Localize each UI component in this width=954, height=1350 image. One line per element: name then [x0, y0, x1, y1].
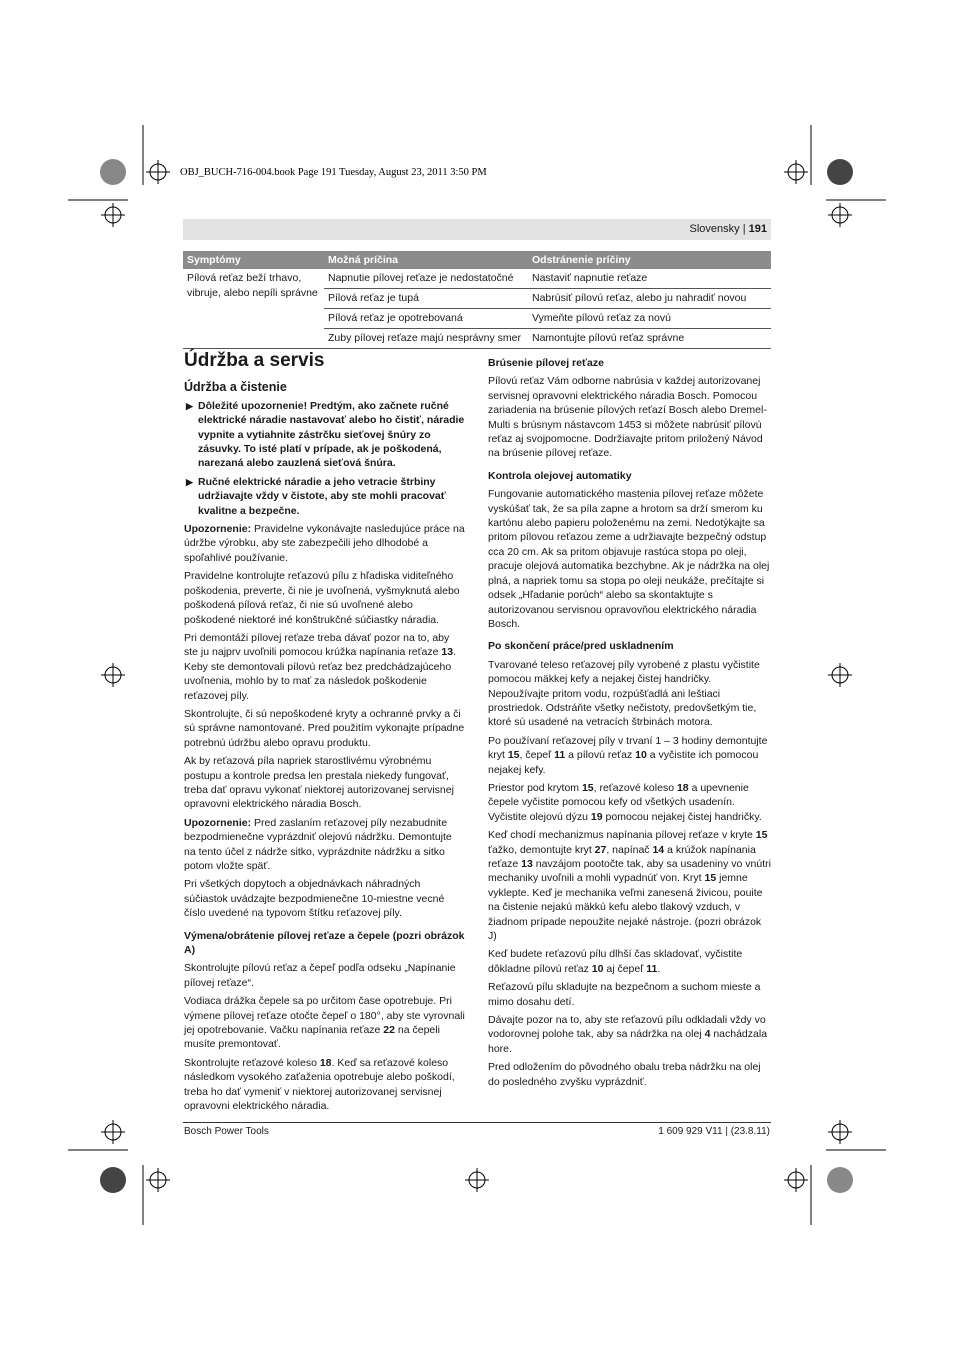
subheading: Brúsenie pílovej reťaze	[488, 357, 604, 369]
part-number: 14	[652, 843, 665, 856]
paragraph	[184, 1056, 466, 1114]
note-text: Pravidelne vykonávajte nasledujúce práce na údržbe výrobku, aby ste zabezpečili jeho dlhodobé a spoľahlivé používanie.	[184, 523, 465, 564]
part-number: 19	[590, 810, 603, 823]
text-run: a krúžok napínania reťaze	[488, 843, 756, 870]
table-cell-symptom: Pílová reťaz beží trhavo, vibruje, alebo nepíli správne	[183, 269, 324, 349]
table-row	[183, 269, 771, 289]
header-separator: |	[742, 223, 746, 235]
table-header: Možná príčina	[324, 251, 528, 269]
part-number: 18	[319, 1056, 332, 1069]
subheading: Kontrola olejovej automatiky	[488, 469, 632, 482]
paragraph	[488, 1013, 771, 1056]
paragraph: Tvarované teleso reťazovej píly vyrobené z plastu vyčistite pomocou mäkkej kefy a nejakej čistej handričky. Nepoužívajte pritom vodu, rozpúšťadlá ani leštiaci prostriedok. Odstráňte všetky nečistoty, predovšetkým tie, ktoré sú usadené na vetracích štrbinách motora.	[488, 658, 760, 729]
part-number: 27	[594, 843, 607, 856]
paragraph: Pílovú reťaz Vám odborne nabrúsia v každej autorizovanej servisnej opravovni elektrického náradia Bosch. Pomocou zariadenia na brúsenie pílových reťazí Bosch alebo Dremel-Multi s brúsnym nástavcom 1453 si môžete nabrúsiť pílovú reťaz aj svojpomocne. Dodržiavajte pritom priložený Návod na brúsenie pílovej reťaze.	[488, 375, 767, 460]
text-run: . Keď sa reťazové koleso následkom vysokého zaťaženia opotrebuje alebo poškodí, treba ho dať vymeniť v niektorej autorizovanej servisnej opravovni elektrického náradia.	[184, 1056, 455, 1113]
text-run: , čepeľ	[519, 749, 555, 762]
text-run: Priestor pod krytom	[488, 781, 582, 794]
text-run: pomocou nejakej čistej handričky.	[602, 810, 762, 823]
section-subtitle: Údržba a čistenie	[184, 380, 287, 395]
text-run: a pílovú reťaz	[565, 749, 636, 762]
text-run: Pri demontáži pílovej reťaze treba dávať pozor na to, aby ste ju najprv uvoľnili pomocou krúžka napínania reťaze	[184, 631, 450, 659]
note-label: Upozornenie:	[184, 523, 252, 536]
subheading: Výmena/obrátenie pílovej reťaze a čepele (pozri obrázok A)	[184, 929, 465, 957]
table-cell: Nabrúsiť pílovú reťaz, alebo ju nahradiť novou	[528, 289, 771, 309]
text-run: Vodiaca drážka čepele sa po určitom čase opotrebuje. Pri výmene pílovej reťaze otočte čepeľ o 180°, aby ste vyrovnali jej opotrebovanie. Vačku napínania reťaze	[184, 995, 465, 1037]
note-label: Upozornenie:	[184, 816, 252, 829]
footer-brand: Bosch Power Tools	[184, 1126, 269, 1137]
footer-docnum: 1 609 929 V11 | (23.8.11)	[658, 1126, 770, 1137]
left-column	[184, 350, 466, 1118]
paragraph: Pri všetkých dopytoch a objednávkach náhradných súčiastok uvádzajte bezpodmienečne 10-miestne vecné číslo uvedené na typovom štítku reťazovej píly.	[184, 878, 445, 920]
footer-rule	[183, 1122, 771, 1123]
paragraph: Skontrolujte pílovú reťaz a čepeľ podľa odseku „Napínanie pílovej reťaze“.	[184, 962, 456, 989]
text-run: nachádzala hore.	[488, 1028, 768, 1055]
page-number: 191	[748, 223, 767, 235]
part-number: 15	[755, 829, 768, 842]
paragraph	[184, 522, 466, 565]
text-run: Keď chodí mechanizmus napínania pílovej reťaze v kryte	[488, 829, 756, 842]
paragraph	[488, 947, 771, 976]
text-run: jemne vyklepte. Keď je mechanika veľmi zanesená živicou, pouite na čistenie nejakú mäkkú kefu alebo tlakový vzduch, v žiadnom prípade nepoužite nejaké nástroje. (pozri obrázok J)	[488, 872, 763, 943]
paragraph	[184, 631, 466, 703]
header-text	[690, 223, 767, 235]
table-header-row	[183, 251, 771, 269]
text-run: Po používaní reťazovej píly v trvaní 1 – 3 hodiny demontujte kryt	[488, 734, 768, 762]
text-run: .	[657, 962, 661, 975]
part-number: 4	[704, 1028, 711, 1041]
subheading: Po skončení práce/pred uskladnením	[488, 640, 674, 653]
paragraph: Reťazovú pílu skladujte na bezpečnom a suchom mieste a mimo dosahu detí.	[488, 981, 761, 1008]
table-header: Odstránenie príčiny	[528, 251, 771, 269]
part-number: 11	[646, 962, 658, 975]
part-number: 15	[704, 872, 717, 885]
paragraph	[184, 994, 466, 1052]
text-run: navzájom pootočte tak, aby sa usadeniny vo vnútri mechaniky uvoľnili a mohli vypadnúť von. Kryt	[488, 858, 771, 885]
warning-bullet	[184, 399, 466, 471]
paragraph	[488, 828, 771, 943]
table-header: Symptómy	[183, 251, 324, 269]
print-slug: OBJ_BUCH-716-004.book Page 191 Tuesday, August 23, 2011 3:50 PM	[180, 167, 487, 178]
bullet-text: Ručné elektrické náradie a jeho vetracie štrbiny udržiavajte vždy v čistote, aby ste mohli pracovať kvalitne a bezpečne.	[198, 475, 446, 517]
part-number: 13	[441, 646, 454, 659]
page-header	[183, 219, 771, 240]
text-run: , reťazové koleso	[593, 781, 677, 794]
troubleshooting-table	[183, 251, 771, 349]
text-run: a vyčistite ich pomocou nejakej kefy.	[488, 749, 759, 776]
text-run: Dávajte pozor na to, aby ste reťazovú pílu odkladali vždy vo vodorovnej polohe tak, aby sa nádržka na olej	[488, 1014, 766, 1041]
part-number: 15	[507, 749, 520, 762]
right-column	[488, 356, 771, 1093]
text-run: Skontrolujte reťazové koleso	[184, 1056, 320, 1069]
table-cell: Zuby pílovej reťaze majú nesprávny smer	[324, 329, 528, 349]
table-cell: Pílová reťaz je tupá	[324, 289, 528, 309]
section-title: Údržba a servis	[184, 350, 325, 371]
paragraph: Pred odložením do pôvodného obalu treba nádržku na olej do posledného zvyšku vyprázdniť.	[488, 1061, 761, 1088]
table-cell: Vymeňte pílovú reťaz za novú	[528, 309, 771, 329]
paragraph: Fungovanie automatického mastenia pílovej reťaze môžete vyskúšať tak, že sa píla zapne a hrotom sa drží smerom ku kartónu alebo papieru položenému na zemi. Nedotýkajte sa pritom pílovou reťazou zeme a udržiavajte bezpečný odstup cca 20 cm. Ak sa pritom objavuje rastúca stopa po oleji, pracuje olejová automatika bezchybne. Ak je nádržka na olej plná, a napriek tomu sa stopa po oleji neukáže, prečítajte si odsek „Hľadanie porúch“ alebo sa skontaktujte s autorizovanou servisnou opravovňou elektrického náradia Bosch.	[488, 488, 770, 630]
text-run: , napínač	[606, 843, 653, 856]
triangle-bullet-icon: ▶	[186, 400, 193, 411]
table-cell: Nastaviť napnutie reťaze	[528, 269, 771, 289]
paragraph: Skontrolujte, či sú nepoškodené kryty a ochranné prvky a či sú správne namontované. Pred použitím vykonajte prípadne potrebnú údržbu alebo opravu produktu.	[184, 707, 465, 749]
part-number: 22	[383, 1024, 395, 1037]
text-run: na čepeli musíte premontovať.	[184, 1024, 440, 1051]
text-run: . Keby ste demontovali pílovú reťaz bez predchádzajúceho uvoľnenia, mohlo by to mať za následok poškodenie reťazovej píly.	[184, 646, 457, 702]
warning-bullet	[184, 475, 466, 518]
note-text: Pred zaslaním reťazovej píly nezabudnite bezpodmienečne vyprázdniť olejovú nádržku. Demontujte na tento účel z nádrže sitko, vyprázdnite nádržku a sitko potom vložte späť.	[184, 816, 452, 872]
triangle-bullet-icon: ▶	[186, 476, 193, 487]
part-number: 15	[581, 781, 594, 794]
part-number: 11	[554, 749, 566, 762]
part-number: 10	[635, 749, 647, 762]
text-run: a upevnenie čepele vyčistite pomocou kefy od všetkých usadenín. Vyčistite olejovú dýzu	[488, 781, 749, 823]
table-cell: Namontujte pílovú reťaz správne	[528, 329, 771, 349]
table-cell: Napnutie pílovej reťaze je nedostatočné	[324, 269, 528, 289]
text-run: aj čepeľ	[603, 962, 647, 975]
paragraph	[488, 734, 771, 777]
bullet-text: Dôležité upozornenie! Predtým, ako začnete ručné elektrické náradie nastavovať alebo ho čistiť, náradie vypnite a vytiahnite zástrčku sieťovej šnúry zo zásuvky. To isté platí v prípade, ak je poškodená, narezaná alebo zauzlená sieťová šnúra.	[198, 399, 465, 470]
header-language: Slovensky	[689, 223, 740, 235]
text-run: ťažko, demontujte kryt	[488, 843, 595, 856]
text-run: Keď budete reťazovú pílu dlhší čas skladovať, vyčistite dôkladne pílovú reťaz	[488, 948, 743, 975]
paragraph	[488, 781, 771, 824]
part-number: 18	[676, 781, 689, 794]
paragraph: Ak by reťazová píla napriek starostlivému výrobnému postupu a kontrole predsa len prestala niekedy fungovať, treba dať opravu vykonať niektorej autorizovanej servisnej opravovni elektrického náradia Bosch.	[184, 755, 454, 811]
paragraph: Pravidelne kontrolujte reťazovú pílu z hľadiska viditeľného poškodenia, preverte, či nie je uvoľnená, vyšmyknutá alebo poškodená pílová reťaz, či nie sú uvoľnené alebo poškodené niektoré iné konštrukčné súčiastky náradia.	[184, 570, 460, 626]
table-cell: Pílová reťaz je opotrebovaná	[324, 309, 528, 329]
part-number: 13	[521, 858, 533, 870]
part-number: 10	[591, 962, 604, 975]
paragraph	[184, 816, 466, 874]
